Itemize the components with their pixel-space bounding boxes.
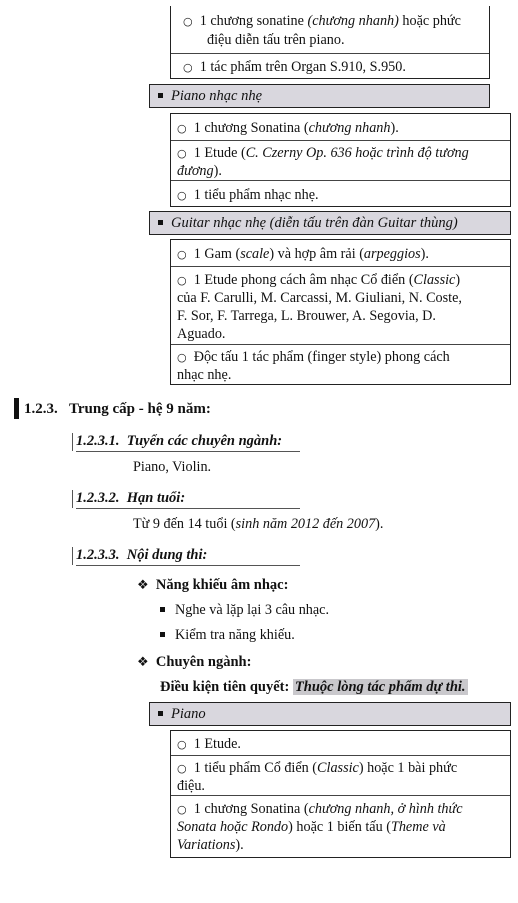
square-bullet-icon: [158, 220, 163, 225]
list-item: ○ 1 chương sonatine (chương nhanh) hoặc phức điệu diễn tấu trên piano.: [171, 6, 489, 54]
age-limit: Từ 9 đến 14 tuổi (sinh năm 2012 đến 2007).: [133, 516, 384, 532]
circle-bullet-icon: ○: [183, 61, 193, 74]
list-item: ○ Độc tấu 1 tác phẩm (finger style) phong cách nhạc nhẹ.: [177, 349, 450, 383]
diamond-bullet-icon: ❖: [137, 655, 149, 670]
circle-bullet-icon: ○: [177, 738, 187, 751]
list-item: ○ 1 tiểu phẩm Cổ điển (Classic) hoặc 1 bài phức điệu.: [171, 756, 510, 796]
piano-light-box: [170, 113, 511, 207]
guitar-box: [170, 239, 511, 385]
majors-list: Piano, Violin.: [133, 459, 212, 475]
circle-bullet-icon: ○: [177, 274, 187, 287]
piano-header: Piano: [149, 702, 511, 726]
list-item: ○ 1 Etude phong cách âm nhạc Cổ điển (Classic) của F. Carulli, M. Carcassi, M. Giuliani, N. Coste, F. Sor, F. Tarrega, L. Brouwer, A. Segovia, D. Aguado.: [171, 267, 510, 345]
subsection-heading: 1.2.3.1. Tuyển các chuyên ngành:: [76, 431, 300, 452]
circle-bullet-icon: ○: [177, 351, 187, 364]
talent-heading: ❖ Năng khiếu âm nhạc:: [137, 577, 289, 593]
circle-bullet-icon: ○: [177, 762, 187, 775]
subsection-heading: 1.2.3.3. Nội dung thi:: [76, 545, 300, 566]
list-item: ○ 1 chương Sonatina (chương nhanh).: [171, 114, 510, 141]
circle-bullet-icon: ○: [177, 248, 187, 261]
circle-bullet-icon: ○: [177, 147, 187, 160]
list-item: ○ 1 Gam (scale) và hợp âm rải (arpeggios).: [171, 240, 510, 267]
prerequisite: Điều kiện tiên quyết: Thuộc lòng tác phẩm dự thi.: [160, 679, 466, 695]
list-item: ○ 1 tiểu phẩm nhạc nhẹ.: [177, 187, 319, 203]
list-item: ○ 1 tác phẩm trên Organ S.910, S.950.: [183, 59, 406, 75]
circle-bullet-icon: ○: [177, 803, 187, 816]
square-bullet-icon: [160, 607, 165, 612]
list-item: ○ 1 Etude (C. Czerny Op. 636 hoặc trình độ tương đương).: [171, 141, 510, 181]
section-heading: 1.2.3. Trung cấp - hệ 9 năm:: [24, 401, 211, 417]
list-item: ○ 1 chương Sonatina (chương nhanh, ở hình thức Sonata hoặc Rondo) hoặc 1 biến tấu (Theme và Variations).: [177, 801, 463, 853]
square-bullet-icon: [158, 93, 163, 98]
piano-light-header: Piano nhạc nhẹ: [149, 84, 490, 108]
square-bullet-icon: [160, 632, 165, 637]
major-heading: ❖ Chuyên ngành:: [137, 654, 252, 670]
list-item: ○ 1 Etude.: [171, 731, 510, 756]
circle-bullet-icon: ○: [177, 122, 187, 135]
piano-box: [170, 730, 511, 858]
circle-bullet-icon: ○: [183, 15, 193, 28]
organ-items-box: [170, 6, 490, 79]
list-item: Kiểm tra năng khiếu.: [160, 626, 295, 645]
diamond-bullet-icon: ❖: [137, 578, 149, 593]
guitar-header: Guitar nhạc nhẹ (diễn tấu trên đàn Guitar thùng): [149, 211, 511, 235]
section-marker: [14, 398, 19, 419]
list-item: Nghe và lặp lại 3 câu nhạc.: [160, 601, 329, 620]
square-bullet-icon: [158, 711, 163, 716]
circle-bullet-icon: ○: [177, 189, 187, 202]
subsection-heading: 1.2.3.2. Hạn tuổi:: [76, 488, 300, 509]
